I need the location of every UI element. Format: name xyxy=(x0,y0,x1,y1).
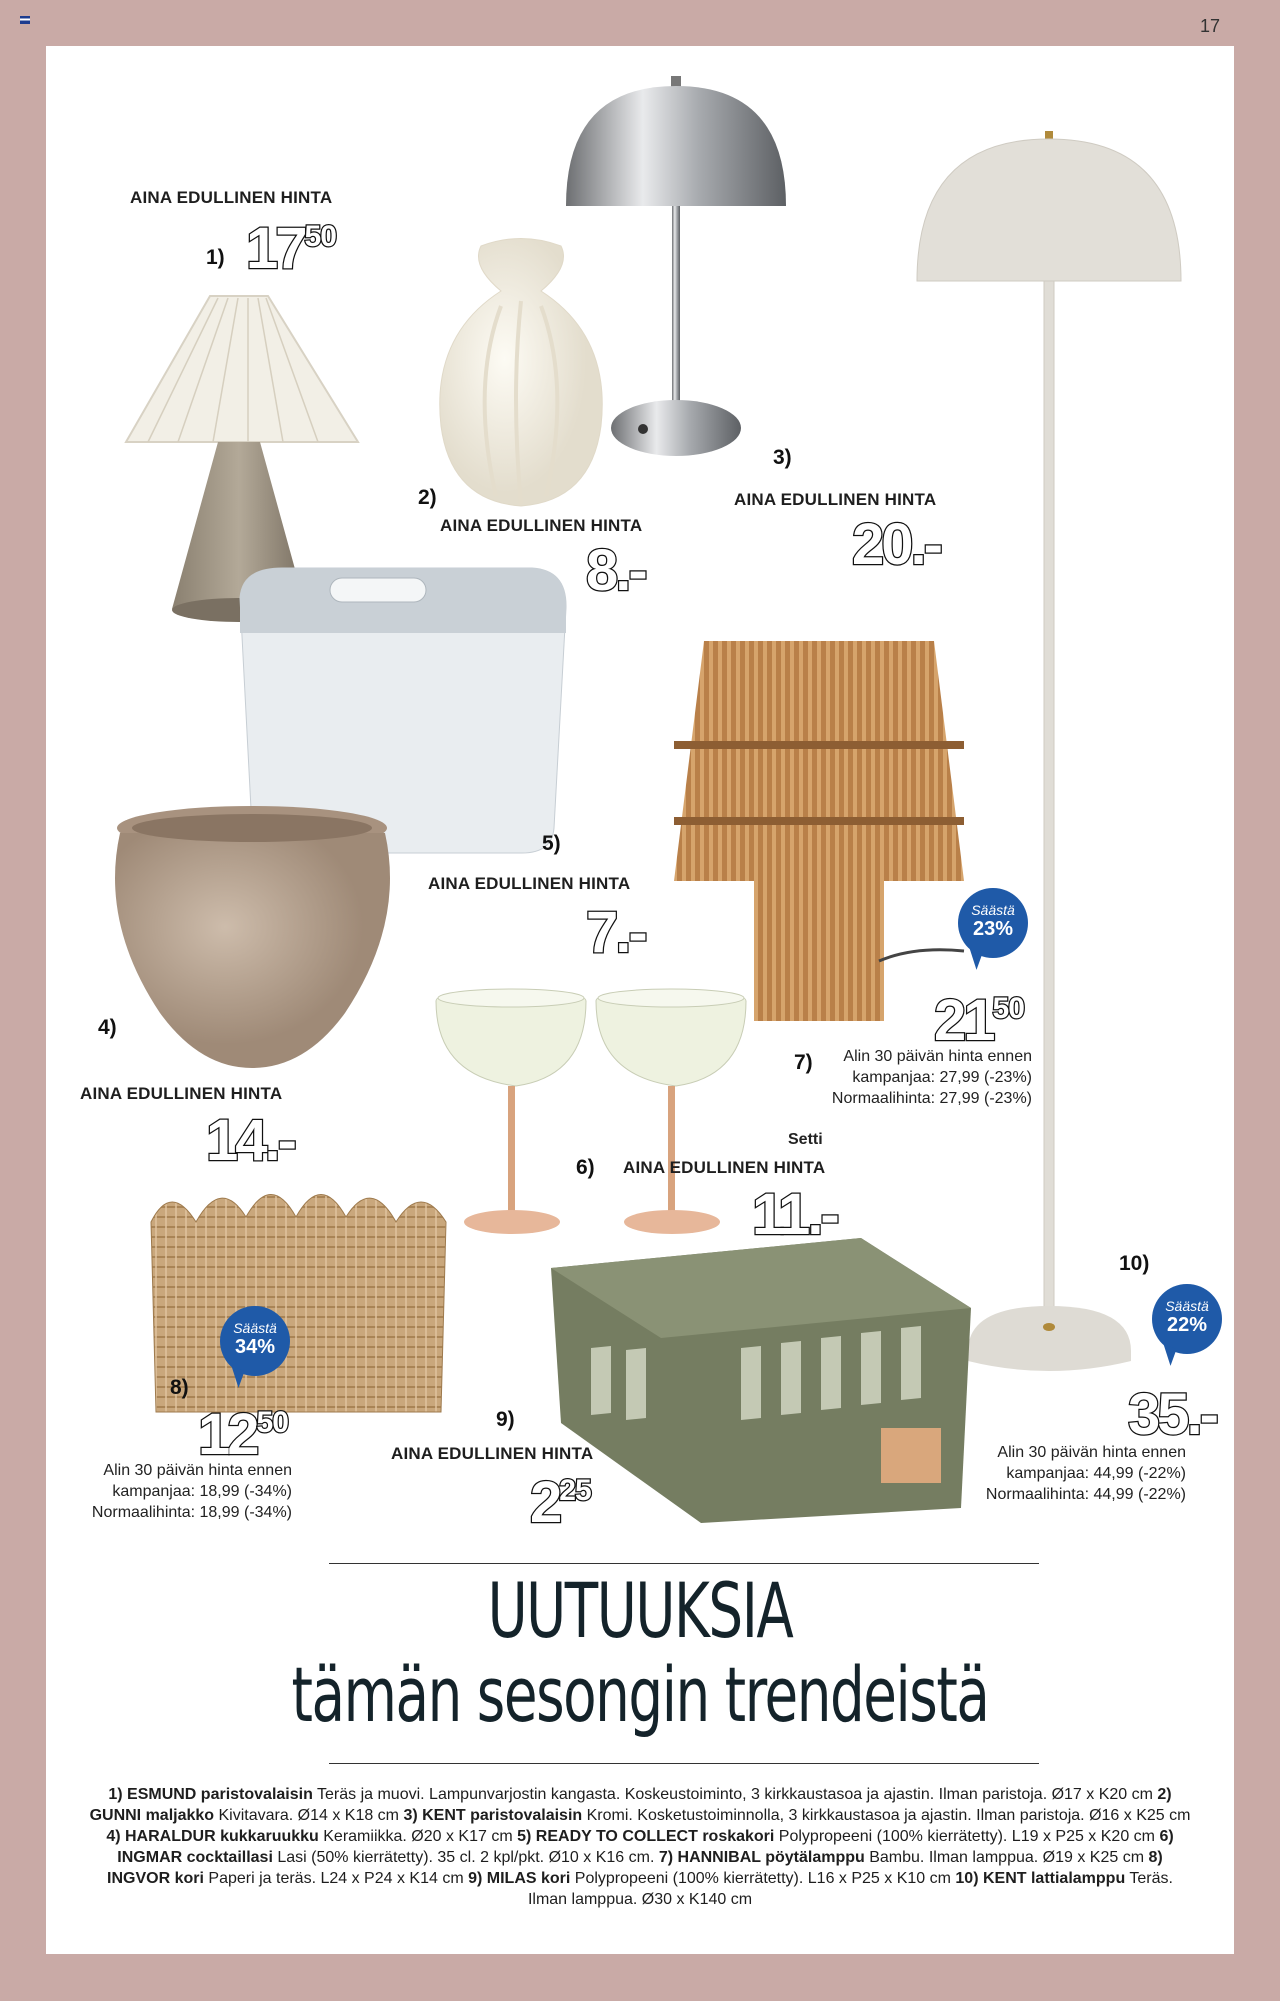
price-8 xyxy=(198,1402,288,1467)
badge-saasta-label: Säästä xyxy=(1165,1298,1209,1314)
desc-text: Teräs. Ilman lamppua. Ø30 x K140 cm xyxy=(527,1870,1173,1908)
price-5 xyxy=(586,900,645,965)
desc-name: 4) HARALDUR kukkaruukku xyxy=(106,1828,319,1845)
product-number-2: 2) xyxy=(418,486,437,509)
desc-name: 5) READY TO COLLECT roskakori xyxy=(517,1828,775,1845)
ingmar-glasses-image xyxy=(436,986,751,1276)
note-line: kampanjaa: 44,99 (-22%) xyxy=(1006,1465,1186,1482)
note-line: Normaalihinta: 44,99 (-22%) xyxy=(985,1486,1186,1503)
badge-percent: 23% xyxy=(972,918,1014,940)
badge-saasta-label: Säästä xyxy=(971,902,1015,918)
price-main: 11.- xyxy=(752,1182,837,1247)
kent-table-lamp-image xyxy=(561,76,791,476)
badge-saasta-label: Säästä xyxy=(233,1320,277,1336)
price-main: 2 xyxy=(530,1470,560,1535)
aina-label-1: AINA EDULLINEN HINTA xyxy=(130,188,333,207)
desc-text: Bambu. Ilman lamppua. Ø19 x K25 cm xyxy=(864,1849,1149,1866)
desc-name: 10) KENT lattialamppu xyxy=(955,1870,1126,1887)
price-2 xyxy=(586,538,645,603)
discount-badge-7 xyxy=(958,888,1028,958)
price-4 xyxy=(206,1108,294,1173)
price-main: 20.- xyxy=(852,512,940,577)
price-cents: 50 xyxy=(992,992,1024,1025)
note-line: Alin 30 päivän hinta ennen xyxy=(997,1444,1186,1461)
price-main: 7.- xyxy=(586,900,645,965)
desc-name: 2) GUNNI maljakko xyxy=(89,1786,1172,1824)
desc-text: Polypropeeni (100% kierrätetty). L19 x P25 x K20 cm xyxy=(774,1828,1160,1845)
desc-name: 8) INGVOR kori xyxy=(107,1849,1163,1887)
price-note-8 xyxy=(76,1460,292,1523)
product-number-6: 6) xyxy=(576,1156,595,1179)
note-line: Alin 30 päivän hinta ennen xyxy=(843,1048,1032,1065)
price-10 xyxy=(1128,1382,1216,1447)
price-6 xyxy=(752,1182,837,1247)
price-note-10 xyxy=(946,1442,1186,1505)
badge-percent: 34% xyxy=(234,1336,276,1358)
note-line: Alin 30 päivän hinta ennen xyxy=(103,1462,292,1479)
desc-name: 7) HANNIBAL pöytälamppu xyxy=(658,1849,865,1866)
desc-name: 6) INGMAR cocktaillasi xyxy=(117,1828,1174,1866)
desc-name: 3) KENT paristovalaisin xyxy=(403,1807,583,1824)
aina-label-6: AINA EDULLINEN HINTA xyxy=(623,1158,826,1177)
product-number-7: 7) xyxy=(794,1051,813,1074)
price-main: 12 xyxy=(198,1402,257,1467)
product-number-3: 3) xyxy=(773,446,792,469)
price-7 xyxy=(934,988,1024,1053)
price-9 xyxy=(530,1470,591,1535)
price-note-7 xyxy=(816,1046,1032,1109)
product-number-5: 5) xyxy=(542,832,561,855)
product-number-9: 9) xyxy=(496,1408,515,1431)
page-number: 17 xyxy=(1200,16,1221,36)
desc-text: Keramiikka. Ø20 x K17 cm xyxy=(318,1828,518,1845)
headline-title: UUTUUKSIA xyxy=(487,1566,793,1655)
aina-label-3: AINA EDULLINEN HINTA xyxy=(734,490,937,509)
desc-text: Lasi (50% kierrätetty). 35 cl. 2 kpl/pkt. Ø10 x K16 cm. xyxy=(272,1849,659,1866)
product-number-10: 10) xyxy=(1119,1252,1150,1275)
price-cents: 50 xyxy=(256,1406,288,1439)
catalog-sheet xyxy=(46,46,1234,1954)
desc-name: 9) MILAS kori xyxy=(468,1870,571,1887)
discount-badge-10 xyxy=(1152,1284,1222,1354)
product-number-1: 1) xyxy=(206,246,225,269)
price-main: 14.- xyxy=(206,1108,294,1173)
product-descriptions xyxy=(86,1784,1194,1910)
setti-label: Setti xyxy=(788,1131,823,1148)
haraldur-pot-image xyxy=(110,803,395,1073)
flag-icon xyxy=(20,16,30,24)
divider-top xyxy=(329,1563,1039,1564)
price-cents: 50 xyxy=(304,220,336,253)
aina-label-4: AINA EDULLINEN HINTA xyxy=(80,1084,283,1103)
divider-bottom xyxy=(329,1763,1039,1764)
discount-badge-8 xyxy=(220,1306,290,1376)
note-line: kampanjaa: 27,99 (-23%) xyxy=(852,1069,1032,1086)
note-line: Normaalihinta: 18,99 (-34%) xyxy=(91,1504,292,1521)
price-3 xyxy=(852,512,940,577)
price-main: 21 xyxy=(934,988,993,1053)
price-cents: 25 xyxy=(559,1474,591,1507)
hannibal-lamp-image xyxy=(664,641,974,1026)
headline-subtitle: tämän sesongin trendeistä xyxy=(291,1650,989,1739)
milas-crate-image xyxy=(551,1238,971,1523)
desc-text: Paperi ja teräs. L24 x P24 x K14 cm xyxy=(203,1870,469,1887)
desc-name: 1) ESMUND paristovalaisin xyxy=(108,1786,313,1803)
desc-text: Teräs ja muovi. Lampunvarjostin kangasta. Koskeustoiminto, 3 kirkkaustasoa ja ajastin. Ilman paristoja. Ø17 x K20 cm xyxy=(312,1786,1158,1803)
note-line: Normaalihinta: 27,99 (-23%) xyxy=(831,1090,1032,1107)
aina-label-9: AINA EDULLINEN HINTA xyxy=(391,1444,594,1463)
desc-text: Polypropeeni (100% kierrätetty). L16 x P25 x K10 cm xyxy=(570,1870,956,1887)
desc-text: Kromi. Kosketustoiminnolla, 3 kirkkaustasoa ja ajastin. Ilman paristoja. Ø16 x K25 cm xyxy=(582,1807,1191,1824)
price-1 xyxy=(246,216,336,281)
desc-text: Kivitavara. Ø14 x K18 cm xyxy=(214,1807,404,1824)
note-line: kampanjaa: 18,99 (-34%) xyxy=(112,1483,292,1500)
product-number-8: 8) xyxy=(170,1376,189,1399)
aina-label-5: AINA EDULLINEN HINTA xyxy=(428,874,631,893)
badge-percent: 22% xyxy=(1166,1314,1208,1336)
product-number-4: 4) xyxy=(98,1016,117,1039)
price-main: 8.- xyxy=(586,538,645,603)
aina-label-2: AINA EDULLINEN HINTA xyxy=(440,516,643,535)
price-main: 35.- xyxy=(1128,1382,1216,1447)
price-main: 17 xyxy=(246,216,305,281)
